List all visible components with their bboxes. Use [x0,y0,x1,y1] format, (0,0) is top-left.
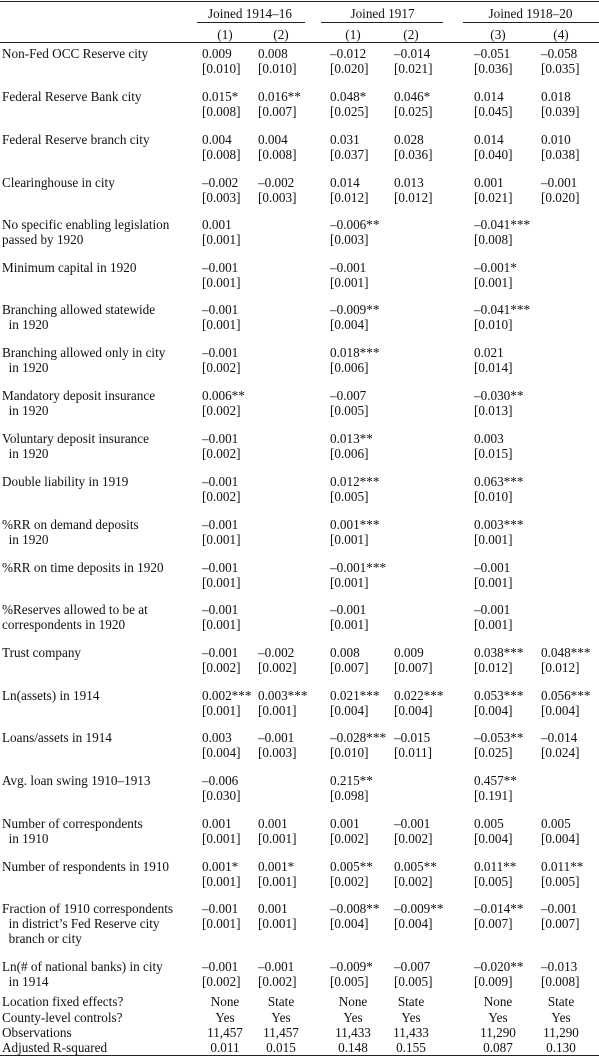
coefficient-cell: 0.048*** [541,645,591,660]
coefficient-cell: –0.006** [330,217,380,232]
top-rule [0,1,599,2]
standard-error-cell: [0.036] [474,61,513,76]
header-rule [0,42,599,43]
standard-error-cell: [0.001] [474,617,513,632]
coefficient-cell: 0.014 [474,89,504,104]
coefficient-cell: 0.001 [258,901,288,916]
col-number-5: (3) [490,27,506,42]
coefficient-cell: –0.001 [202,345,239,360]
coefficient-cell: –0.002 [258,175,295,190]
row-label: %RR on demand deposits [2,517,139,532]
standard-error-cell: [0.004] [330,317,369,332]
coefficient-cell: 0.003 [202,730,232,745]
coefficient-cell: –0.001 [541,175,578,190]
standard-error-cell: [0.005] [474,874,513,889]
coefficient-cell: 0.001 [258,816,288,831]
row-label: Fraction of 1910 correspondents [2,901,174,916]
standard-error-cell: [0.001] [258,703,297,718]
coefficient-cell: –0.009** [394,901,444,916]
standard-error-cell: [0.007] [541,916,580,931]
standard-error-cell: [0.009] [474,974,513,989]
summary-value: 0.148 [338,1040,368,1055]
summary-label: County-level controls? [2,1010,123,1025]
coefficient-cell: 0.001* [258,859,295,874]
standard-error-cell: [0.001] [474,275,513,290]
coefficient-cell: 0.011** [474,859,517,874]
row-label: correspondents in 1920 [2,617,126,632]
standard-error-cell: [0.038] [541,147,580,162]
row-label: Mandatory deposit insurance [2,388,156,403]
coefficient-cell: 0.009 [202,46,232,61]
standard-error-cell: [0.037] [330,147,369,162]
col-number-6: (4) [553,27,569,42]
standard-error-cell: [0.001] [202,575,241,590]
standard-error-cell: [0.001] [202,317,241,332]
summary-value: 0.015 [266,1040,296,1055]
coefficient-cell: 0.004 [258,132,288,147]
standard-error-cell: [0.040] [474,147,513,162]
standard-error-cell: [0.002] [202,489,241,504]
summary-value: None [210,994,240,1009]
coefficient-cell: –0.009** [330,302,380,317]
standard-error-cell: [0.010] [330,745,369,760]
standard-error-cell: [0.008] [202,147,241,162]
summary-value: None [483,994,513,1009]
row-label: in 1914 [2,974,49,989]
standard-error-cell: [0.004] [474,703,513,718]
row-label: in 1910 [2,831,49,846]
row-label: Clearinghouse in city [2,175,115,190]
standard-error-cell: [0.004] [202,745,241,760]
coefficient-cell: –0.001* [474,260,517,275]
summary-value: Yes [343,1010,363,1025]
summary-value: Yes [551,1010,571,1025]
standard-error-cell: [0.002] [202,446,241,461]
coefficient-cell: –0.051 [474,46,511,61]
standard-error-cell: [0.039] [541,104,580,119]
standard-error-cell: [0.002] [330,831,369,846]
standard-error-cell: [0.002] [202,660,241,675]
row-label: passed by 1920 [2,232,84,247]
coefficient-cell: 0.046* [394,89,431,104]
standard-error-cell: [0.001] [202,874,241,889]
coefficient-cell: –0.030** [474,388,524,403]
standard-error-cell: [0.005] [330,974,369,989]
bottom-rule [0,1055,599,1056]
standard-error-cell: [0.001] [202,617,241,632]
summary-value: 0.011 [210,1040,240,1055]
summary-value: 11,290 [480,1025,516,1040]
col-number-1: (1) [217,27,233,42]
standard-error-cell: [0.006] [330,446,369,461]
coefficient-cell: –0.001*** [330,560,387,575]
coefficient-cell: –0.001 [541,901,578,916]
group-header-1918-20: Joined 1918–20 [488,6,573,21]
coefficient-cell: –0.001 [258,730,295,745]
standard-error-cell: [0.003] [258,190,297,205]
summary-value: Yes [401,1010,421,1025]
standard-error-cell: [0.001] [202,232,241,247]
row-label: Loans/assets in 1914 [2,730,112,745]
row-label: %Reserves allowed to be at [2,602,148,617]
coefficient-cell: 0.003 [474,431,504,446]
standard-error-cell: [0.002] [258,660,297,675]
standard-error-cell: [0.002] [330,874,369,889]
standard-error-cell: [0.013] [474,403,513,418]
standard-error-cell: [0.004] [330,916,369,931]
coefficient-cell: 0.014 [330,175,360,190]
coefficient-cell: 0.001 [202,217,232,232]
coefficient-cell: 0.009 [394,645,424,660]
standard-error-cell: [0.003] [330,232,369,247]
standard-error-cell: [0.001] [202,532,241,547]
coefficient-cell: –0.001 [394,816,431,831]
standard-error-cell: [0.001] [330,575,369,590]
coefficient-cell: –0.058 [541,46,578,61]
row-label: Branching allowed statewide [2,302,156,317]
standard-error-cell: [0.012] [541,660,580,675]
standard-error-cell: [0.005] [394,974,433,989]
coefficient-cell: –0.001 [202,260,239,275]
summary-value: State [267,994,295,1009]
standard-error-cell: [0.098] [330,788,369,803]
summary-value: Yes [488,1010,508,1025]
standard-error-cell: [0.001] [474,532,513,547]
standard-error-cell: [0.001] [330,617,369,632]
summary-value: 0.155 [396,1040,426,1055]
coefficient-cell: 0.003*** [258,688,308,703]
standard-error-cell: [0.007] [330,660,369,675]
coefficient-cell: 0.053*** [474,688,524,703]
group-rule-1918-20 [463,22,599,23]
coefficient-cell: 0.005** [330,859,373,874]
row-label: in 1920 [2,360,49,375]
coefficient-cell: 0.003*** [474,517,524,532]
standard-error-cell: [0.025] [330,104,369,119]
standard-error-cell: [0.020] [330,61,369,76]
standard-error-cell: [0.004] [330,703,369,718]
standard-error-cell: [0.007] [258,104,297,119]
coefficient-cell: 0.038*** [474,645,524,660]
coefficient-cell: 0.457** [474,773,517,788]
row-label: %RR on time deposits in 1920 [2,560,164,575]
standard-error-cell: [0.191] [474,788,513,803]
coefficient-cell: 0.056*** [541,688,591,703]
coefficient-cell: 0.002*** [202,688,252,703]
coefficient-cell: –0.041*** [474,302,531,317]
standard-error-cell: [0.024] [541,745,580,760]
coefficient-cell: 0.031 [330,132,360,147]
standard-error-cell: [0.021] [394,61,433,76]
coefficient-cell: –0.020** [474,959,524,974]
row-label: Federal Reserve branch city [2,132,150,147]
coefficient-cell: –0.001 [202,302,239,317]
row-label: Branching allowed only in city [2,345,166,360]
row-label: in 1920 [2,532,49,547]
standard-error-cell: [0.001] [202,275,241,290]
row-label: Double liability in 1919 [2,474,129,489]
coefficient-cell: –0.001 [202,602,239,617]
summary-value: State [547,994,575,1009]
summary-label: Observations [2,1025,72,1040]
summary-value: 11,457 [263,1025,299,1040]
standard-error-cell: [0.003] [202,190,241,205]
coefficient-cell: –0.001 [330,260,367,275]
group-header-1917: Joined 1917 [350,6,415,21]
standard-error-cell: [0.025] [474,745,513,760]
standard-error-cell: [0.001] [202,916,241,931]
coefficient-cell: –0.013 [541,959,578,974]
summary-value: 11,457 [207,1025,243,1040]
col-number-2: (2) [273,27,289,42]
standard-error-cell: [0.001] [330,275,369,290]
col-number-3: (1) [345,27,361,42]
coefficient-cell: 0.001 [330,816,360,831]
coefficient-cell: 0.001*** [330,517,380,532]
row-label: in 1920 [2,446,49,461]
summary-value: 11,433 [335,1025,371,1040]
standard-error-cell: [0.002] [202,403,241,418]
standard-error-cell: [0.012] [394,190,433,205]
coefficient-cell: –0.007 [394,959,431,974]
summary-value: State [397,994,425,1009]
standard-error-cell: [0.005] [541,874,580,889]
summary-label: Location fixed effects? [2,994,124,1009]
coefficient-cell: –0.001 [474,602,511,617]
standard-error-cell: [0.010] [474,489,513,504]
standard-error-cell: [0.010] [258,61,297,76]
coefficient-cell: –0.053** [474,730,524,745]
row-label: No specific enabling legislation [2,217,170,232]
coefficient-cell: –0.001 [474,560,511,575]
standard-error-cell: [0.012] [330,190,369,205]
row-label: Ln(assets) in 1914 [2,688,100,703]
standard-error-cell: [0.002] [202,360,241,375]
coefficient-cell: –0.002 [258,645,295,660]
standard-error-cell: [0.004] [394,703,433,718]
coefficient-cell: 0.015* [202,89,239,104]
standard-error-cell: [0.030] [202,788,241,803]
standard-error-cell: [0.010] [474,317,513,332]
coefficient-cell: 0.013 [394,175,424,190]
standard-error-cell: [0.004] [394,916,433,931]
standard-error-cell: [0.025] [394,104,433,119]
row-label: Trust company [2,645,82,660]
coefficient-cell: –0.001 [330,602,367,617]
coefficient-cell: 0.063*** [474,474,524,489]
standard-error-cell: [0.001] [474,575,513,590]
coefficient-cell: 0.011** [541,859,584,874]
standard-error-cell: [0.004] [541,703,580,718]
standard-error-cell: [0.008] [202,104,241,119]
row-label: in 1920 [2,403,49,418]
coefficient-cell: 0.008 [258,46,288,61]
row-label: Number of correspondents [2,816,143,831]
standard-error-cell: [0.004] [474,831,513,846]
standard-error-cell: [0.008] [474,232,513,247]
col-number-4: (2) [403,27,419,42]
standard-error-cell: [0.020] [541,190,580,205]
summary-value: 11,290 [543,1025,579,1040]
standard-error-cell: [0.006] [330,360,369,375]
row-label: in 1920 [2,317,49,332]
standard-error-cell: [0.007] [474,916,513,931]
summary-value: 11,433 [393,1025,429,1040]
coefficient-cell: –0.012 [330,46,367,61]
standard-error-cell: [0.001] [258,916,297,931]
standard-error-cell: [0.004] [541,831,580,846]
coefficient-cell: 0.005 [541,816,571,831]
standard-error-cell: [0.036] [394,147,433,162]
coefficient-cell: 0.014 [474,132,504,147]
group-rule-1917 [321,22,443,23]
coefficient-cell: –0.001 [258,959,295,974]
coefficient-cell: –0.001 [202,474,239,489]
standard-error-cell: [0.002] [394,874,433,889]
standard-error-cell: [0.015] [474,446,513,461]
coefficient-cell: –0.001 [202,901,239,916]
group-rule-1914-16 [197,22,305,23]
row-label: Minimum capital in 1920 [2,260,137,275]
coefficient-cell: 0.021*** [330,688,380,703]
coefficient-cell: 0.215** [330,773,373,788]
coefficient-cell: 0.012*** [330,474,380,489]
coefficient-cell: 0.005** [394,859,437,874]
standard-error-cell: [0.005] [330,403,369,418]
summary-value: Yes [215,1010,235,1025]
coefficient-cell: –0.006 [202,773,239,788]
coefficient-cell: 0.022*** [394,688,444,703]
summary-value: 0.130 [546,1040,576,1055]
coefficient-cell: 0.028 [394,132,424,147]
coefficient-cell: –0.008** [330,901,380,916]
coefficient-cell: –0.041*** [474,217,531,232]
coefficient-cell: 0.001* [202,859,239,874]
standard-error-cell: [0.045] [474,104,513,119]
coefficient-cell: –0.028*** [330,730,387,745]
coefficient-cell: –0.009* [330,959,373,974]
coefficient-cell: –0.014 [394,46,431,61]
row-label: Ln(# of national banks) in city [2,959,163,974]
coefficient-cell: 0.010 [541,132,571,147]
coefficient-cell: –0.007 [330,388,367,403]
row-label: Voluntary deposit insurance [2,431,149,446]
standard-error-cell: [0.001] [330,532,369,547]
standard-error-cell: [0.012] [474,660,513,675]
summary-value: None [338,994,368,1009]
standard-error-cell: [0.001] [202,831,241,846]
standard-error-cell: [0.002] [202,974,241,989]
coefficient-cell: 0.013** [330,431,373,446]
coefficient-cell: 0.018*** [330,345,380,360]
standard-error-cell: [0.001] [258,874,297,889]
standard-error-cell: [0.002] [258,974,297,989]
row-label: Federal Reserve Bank city [2,89,142,104]
standard-error-cell: [0.002] [394,831,433,846]
coefficient-cell: –0.002 [202,175,239,190]
coefficient-cell: –0.001 [202,959,239,974]
coefficient-cell: 0.018 [541,89,571,104]
standard-error-cell: [0.008] [541,974,580,989]
coefficient-cell: 0.016** [258,89,301,104]
coefficient-cell: –0.001 [202,560,239,575]
summary-label: Adjusted R-squared [2,1040,108,1055]
coefficient-cell: –0.014** [474,901,524,916]
row-label: Number of respondents in 1910 [2,859,170,874]
standard-error-cell: [0.005] [330,489,369,504]
coefficient-cell: 0.001 [202,816,232,831]
row-label: in district’s Fed Reserve city [2,916,160,931]
standard-error-cell: [0.035] [541,61,580,76]
row-label: Non-Fed OCC Reserve city [2,46,149,61]
coefficient-cell: 0.005 [474,816,504,831]
standard-error-cell: [0.001] [258,831,297,846]
standard-error-cell: [0.014] [474,360,513,375]
standard-error-cell: [0.011] [394,745,432,760]
coefficient-cell: –0.001 [202,517,239,532]
coefficient-cell: 0.048* [330,89,367,104]
coefficient-cell: –0.001 [202,645,239,660]
coefficient-cell: 0.004 [202,132,232,147]
group-header-1914-16: Joined 1914–16 [208,6,292,21]
standard-error-cell: [0.021] [474,190,513,205]
standard-error-cell: [0.003] [258,745,297,760]
standard-error-cell: [0.008] [258,147,297,162]
coefficient-cell: –0.014 [541,730,578,745]
standard-error-cell: [0.010] [202,61,241,76]
coefficient-cell: 0.001 [474,175,504,190]
summary-value: Yes [271,1010,291,1025]
standard-error-cell: [0.007] [394,660,433,675]
row-label: Avg. loan swing 1910–1913 [2,773,151,788]
summary-value: 0.087 [483,1040,513,1055]
coefficient-cell: 0.006** [202,388,245,403]
standard-error-cell: [0.001] [202,703,241,718]
coefficient-cell: 0.021 [474,345,504,360]
coefficient-cell: 0.008 [330,645,360,660]
coefficient-cell: –0.001 [202,431,239,446]
row-label: branch or city [2,931,82,946]
coefficient-cell: –0.015 [394,730,431,745]
